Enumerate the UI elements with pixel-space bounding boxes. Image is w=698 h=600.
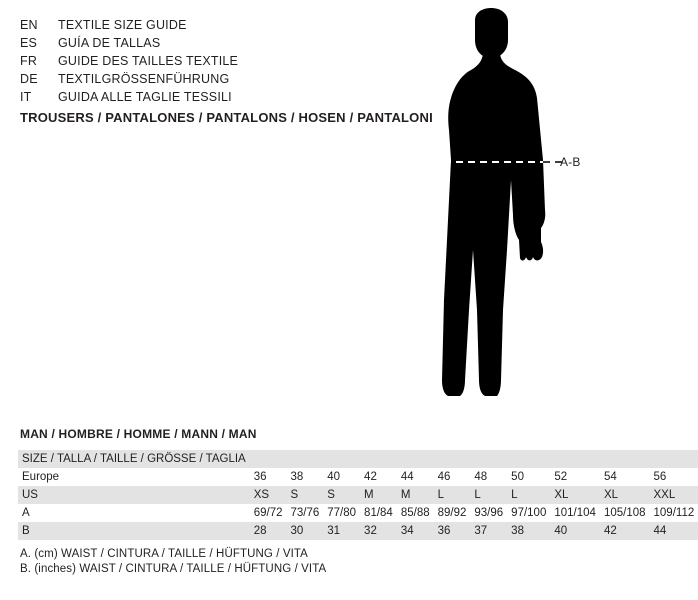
cell: 44 [400, 471, 414, 483]
language-title: GUIDA ALLE TAGLIE TESSILI [58, 90, 232, 104]
table-row [18, 486, 698, 504]
cell [600, 450, 650, 468]
table-row [18, 468, 698, 486]
cell [507, 450, 550, 468]
cell [470, 450, 507, 468]
language-code: IT [20, 90, 32, 104]
measurement-label-ab: A-B [560, 155, 581, 169]
cell: 54 [603, 471, 617, 483]
row-label: B [18, 522, 250, 540]
cell [397, 450, 434, 468]
cell: M [397, 486, 434, 504]
cell: 48 [474, 471, 488, 483]
language-title: GUIDE DES TAILLES TEXTILE [58, 54, 239, 68]
cell: S [323, 486, 360, 504]
row-label: US [18, 486, 250, 504]
cell [250, 450, 287, 468]
cell: 105/108 [603, 507, 646, 519]
cell: XXL [650, 486, 698, 504]
language-row [20, 52, 350, 70]
cell: 32 [360, 522, 397, 540]
language-header-block [20, 16, 350, 106]
cell: 37 [470, 522, 507, 540]
footnotes [20, 547, 326, 577]
cell: XL [550, 486, 600, 504]
language-code: FR [20, 54, 38, 68]
language-row [20, 88, 350, 106]
mannequin-silhouette [415, 10, 590, 410]
cell: XS [250, 486, 287, 504]
cell: S [286, 486, 323, 504]
cell [550, 450, 600, 468]
cell: L [470, 486, 507, 504]
table-row [18, 522, 698, 540]
cell: 40 [550, 522, 600, 540]
cell: 34 [397, 522, 434, 540]
language-code: DE [20, 72, 38, 86]
cell: 77/80 [327, 507, 357, 519]
cell: 42 [364, 471, 377, 483]
cell: 40 [327, 471, 341, 483]
language-code: ES [20, 36, 38, 50]
cell [286, 450, 323, 468]
cell: 109/112 [653, 507, 695, 519]
language-code: EN [20, 18, 38, 32]
cell: 73/76 [290, 507, 320, 519]
row-label: SIZE / TALLA / TAILLE / GRÖSSE / TAGLIA [18, 450, 250, 468]
cell: 85/88 [400, 507, 430, 519]
row-label: Europe [22, 471, 60, 483]
cell: 46 [437, 471, 451, 483]
language-title: TEXTILGRÖSSENFÜHRUNG [58, 72, 230, 86]
language-title: TEXTILE SIZE GUIDE [58, 18, 187, 32]
cell [323, 450, 360, 468]
cell: L [507, 486, 550, 504]
cell: 93/96 [474, 507, 504, 519]
cell: 69/72 [253, 507, 283, 519]
cell: 44 [650, 522, 698, 540]
cell: M [360, 486, 397, 504]
cell: 52 [554, 471, 568, 483]
cell [360, 450, 397, 468]
cell: 101/104 [554, 507, 596, 519]
cell: 36 [253, 471, 267, 483]
cell [434, 450, 471, 468]
cell: 97/100 [511, 507, 547, 519]
cell: 42 [600, 522, 650, 540]
cell: L [434, 486, 471, 504]
cell: 31 [323, 522, 360, 540]
table-heading: MAN / HOMBRE / HOMME / MANN / MAN [20, 427, 257, 441]
cell: 38 [290, 471, 304, 483]
cell: 36 [434, 522, 471, 540]
size-table [18, 450, 698, 540]
footnote-b: B. (inches) WAIST / CINTURA / TAILLE / HÜFTUNG / VITA [20, 563, 327, 575]
footnote-a: A. (cm) WAIST / CINTURA / TAILLE / HÜFTUNG / VITA [20, 548, 308, 560]
cell: 50 [511, 471, 524, 483]
language-row [20, 70, 350, 88]
cell: 30 [286, 522, 323, 540]
cell: 56 [653, 471, 667, 483]
cell: 89/92 [437, 507, 467, 519]
cell: 28 [250, 522, 287, 540]
section-title: TROUSERS / PANTALONES / PANTALONS / HOSEN / PANTALONI [20, 110, 433, 125]
cell [650, 450, 698, 468]
cell: 38 [507, 522, 550, 540]
language-title: GUÍA DE TALLAS [58, 36, 161, 50]
table-row [18, 450, 698, 468]
cell: 81/84 [364, 507, 393, 519]
cell: XL [600, 486, 650, 504]
table-row [18, 504, 698, 522]
language-row [20, 34, 350, 52]
row-label: A [22, 507, 30, 519]
language-row [20, 16, 350, 34]
